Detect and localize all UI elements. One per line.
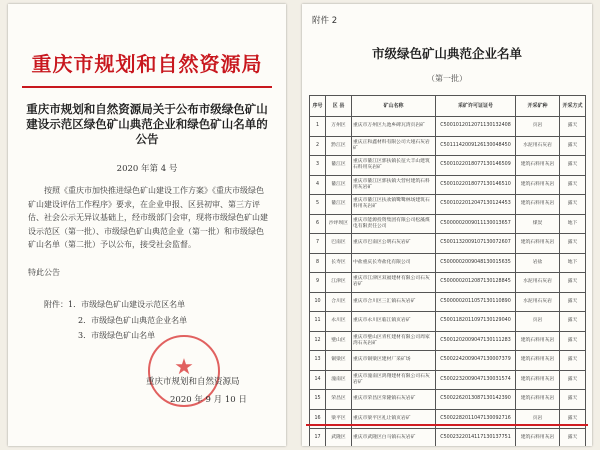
cell-mineral: 建筑石料用灰岩 — [516, 331, 560, 351]
col-header-license: 采矿许可证证号 — [436, 96, 516, 117]
cell-district: 綦江区 — [326, 156, 352, 176]
cell-no: 2 — [310, 136, 326, 156]
attachments-label: 附件： — [44, 300, 68, 309]
cell-name: 重庆市能源投资集团有限公司松藻煤电有限责任公司 — [352, 214, 436, 234]
cell-no: 11 — [310, 312, 326, 332]
cell-name: 重庆市巴南区公明石灰岩矿 — [352, 234, 436, 254]
table-row — [310, 429, 586, 447]
cell-name: 重庆市江津区双福建材有限公司石灰岩矿 — [352, 273, 436, 293]
table-row — [310, 409, 586, 429]
table-row — [310, 370, 586, 390]
table-row — [310, 351, 586, 371]
col-header-no: 序号 — [310, 96, 326, 117]
cell-name: 重庆市璧山区青杠建材有限公司周家湾石灰岩矿 — [352, 331, 436, 351]
cell-method: 露天 — [560, 409, 586, 429]
cell-method: 露天 — [560, 156, 586, 176]
attachment-item: 附件：1．市级绿色矿山建设示范区名单 — [44, 300, 186, 309]
issuer-header: 重庆市规划和自然资源局 — [31, 52, 263, 76]
cell-mineral: 建筑石料用灰岩 — [516, 390, 560, 410]
col-header-name: 矿山名称 — [352, 96, 436, 117]
attachments-list — [44, 297, 187, 344]
table-row — [310, 234, 586, 254]
cell-no: 3 — [310, 156, 326, 176]
cell-license: C5002242009047130007379 — [436, 351, 516, 371]
list-subtitle: （第一批） — [427, 74, 467, 83]
list-page — [302, 4, 592, 446]
cell-mineral: 页岩 — [516, 117, 560, 137]
cell-mineral: 建筑石料用灰岩 — [516, 370, 560, 390]
cell-name: 重庆市綦江区郭扶镇长征大丰山建筑石料用灰岩矿 — [352, 156, 436, 176]
cell-license: C5001022018077130146510 — [436, 175, 516, 195]
table-row — [310, 312, 586, 332]
cell-district: 荣昌区 — [326, 390, 352, 410]
cell-mineral: 岩盐 — [516, 253, 560, 273]
cell-name: 重庆市綦江区扶欢镇鹭鹭林场建筑石料用灰岩矿 — [352, 195, 436, 215]
cell-mineral: 页岩 — [516, 409, 560, 429]
doc-number: 2020 年第 4 号 — [116, 164, 178, 174]
cell-district: 璧山区 — [326, 331, 352, 351]
cell-no: 12 — [310, 331, 326, 351]
cell-district: 綦江区 — [326, 195, 352, 215]
cell-license: C5000002012087130128845 — [436, 273, 516, 293]
table-row — [310, 117, 586, 137]
table-header-row — [310, 96, 586, 117]
cell-no: 1 — [310, 117, 326, 137]
table-row — [310, 136, 586, 156]
cell-no: 16 — [310, 409, 326, 429]
header-red-rule — [22, 86, 272, 88]
cell-method: 露天 — [560, 234, 586, 254]
notice-closing: 特此公告 — [28, 268, 60, 277]
seal-star-icon: ★ — [174, 355, 194, 380]
cell-license: C5002232009047130031574 — [436, 370, 516, 390]
cell-mineral: 建筑石料用灰岩 — [516, 156, 560, 176]
cell-license: C5000002009048130015635 — [436, 253, 516, 273]
notice-title: 重庆市规划和自然资源局关于公布市级绿色矿山建设示范区绿色矿山典范企业和绿色矿山名单的公告 — [26, 102, 268, 146]
cell-method: 露天 — [560, 429, 586, 447]
cell-no: 4 — [310, 175, 326, 195]
cell-name: 重庆市綦江区郭扶镇大营村建筑石料用灰岩矿 — [352, 175, 436, 195]
col-header-district: 区 县 — [326, 96, 352, 117]
cell-district: 綦江区 — [326, 175, 352, 195]
cell-method: 地下 — [560, 253, 586, 273]
table-row — [310, 156, 586, 176]
cell-name: 重庆市荣昌区荣隆镇石灰岩矿 — [352, 390, 436, 410]
cell-mineral: 建筑石料用灰岩 — [516, 234, 560, 254]
cell-license: C5001182011097130129040 — [436, 312, 516, 332]
cell-name: 重庆市潼南区鸿翔建材有限公司石灰岩矿 — [352, 370, 436, 390]
cell-district: 潼南区 — [326, 370, 352, 390]
cell-license: C5001012012071130132408 — [436, 117, 516, 137]
notice-body: 按照《重庆市加快推进绿色矿山建设工作方案》《重庆市级绿色矿山建设评估工作程序》要求，在企业申报、区县初审、第三方评估、社会公示无异议基础上，经市级部门会审，现将市级绿色矿山建设示范区（第一批）、市级绿色矿山典范企业（第一批）和市级绿色矿山名单（第二批）予以公布，接受社会监督。 — [28, 186, 268, 249]
table-row — [310, 331, 586, 351]
cell-mineral: 水泥用石灰岩 — [516, 292, 560, 312]
attachment-label: 附件 2 — [312, 16, 338, 26]
cell-district: 梁平区 — [326, 409, 352, 429]
cell-method: 露天 — [560, 331, 586, 351]
table-row — [310, 253, 586, 273]
cell-name: 重庆市万州区九池乡碑瓦湾页岩矿 — [352, 117, 436, 137]
cell-method: 露天 — [560, 312, 586, 332]
cell-district: 黔江区 — [326, 136, 352, 156]
cell-no: 10 — [310, 292, 326, 312]
list-title: 市级绿色矿山典范企业名单 — [371, 46, 522, 61]
cell-name: 重庆市永川区临江镇页岩矿 — [352, 312, 436, 332]
cell-method: 露天 — [560, 175, 586, 195]
cell-name: 重庆正和鑫材料有限公司大垭石灰岩矿 — [352, 136, 436, 156]
cell-license: C5002282011047130092716 — [436, 409, 516, 429]
table-row — [310, 214, 586, 234]
cell-method: 露天 — [560, 351, 586, 371]
mine-list-table — [309, 95, 586, 446]
cell-no: 9 — [310, 273, 326, 293]
cell-license: C5000002011057130110890 — [436, 292, 516, 312]
cell-no: 7 — [310, 234, 326, 254]
cell-license: C5002262013087130142390 — [436, 390, 516, 410]
table-row — [310, 195, 586, 215]
cell-name: 重庆市铜梁区建材厂采矿场 — [352, 351, 436, 371]
table-row — [310, 273, 586, 293]
cell-district: 永川区 — [326, 312, 352, 332]
attachment-item: 2．市级绿色矿山典范企业名单 — [78, 315, 188, 325]
cell-district: 江津区 — [326, 273, 352, 293]
cell-district: 合川区 — [326, 292, 352, 312]
cell-mineral: 页岩 — [516, 312, 560, 332]
cell-mineral: 水泥用石灰岩 — [516, 136, 560, 156]
cell-no: 15 — [310, 390, 326, 410]
cell-method: 露天 — [560, 117, 586, 137]
cell-license: C5011142009126130048450 — [436, 136, 516, 156]
cell-license: C5001132009107130072607 — [436, 234, 516, 254]
table-row — [310, 175, 586, 195]
cell-mineral: 煤炭 — [516, 214, 560, 234]
cell-mineral: 建筑石料用灰岩 — [516, 175, 560, 195]
cell-license: C5002322014117130137751 — [436, 429, 516, 447]
cell-name: 重庆市梁平区礼让镇页岩矿 — [352, 409, 436, 429]
col-header-method: 开采方式 — [560, 96, 586, 117]
cell-district: 武隆区 — [326, 429, 352, 447]
cell-license: C5001022018077130146509 — [436, 156, 516, 176]
cell-no: 5 — [310, 195, 326, 215]
col-header-mineral: 开采矿种 — [516, 96, 560, 117]
attachment-item: 3．市级绿色矿山名单 — [78, 331, 156, 340]
cell-district: 长寿区 — [326, 253, 352, 273]
cell-method: 露天 — [560, 273, 586, 293]
cell-mineral: 水泥用石灰岩 — [516, 273, 560, 293]
cell-license: C5000002009011130013657 — [436, 214, 516, 234]
cell-no: 14 — [310, 370, 326, 390]
cell-district: 铜梁区 — [326, 351, 352, 371]
table-row — [310, 292, 586, 312]
cell-method: 露天 — [560, 195, 586, 215]
table-row — [310, 390, 586, 410]
cell-no: 8 — [310, 253, 326, 273]
cell-no: 6 — [310, 214, 326, 234]
cell-no: 17 — [310, 429, 326, 447]
cell-method: 露天 — [560, 370, 586, 390]
notice-page — [8, 4, 286, 446]
cell-name: 中盐重庆长寿盐化有限公司 — [352, 253, 436, 273]
cell-mineral: 建筑石料用灰岩 — [516, 429, 560, 447]
cell-method: 露天 — [560, 292, 586, 312]
cell-mineral: 建筑石料用灰岩 — [516, 351, 560, 371]
cell-district: 沙坪坝区 — [326, 214, 352, 234]
cell-name: 重庆市武隆区白马镇石灰岩矿 — [352, 429, 436, 447]
cell-license: C5001022012047130124453 — [436, 195, 516, 215]
signer: 重庆市规划和自然资源局 — [146, 377, 240, 387]
cell-no: 13 — [310, 351, 326, 371]
cell-method: 露天 — [560, 390, 586, 410]
red-underline-mark — [306, 424, 588, 426]
cell-method: 地下 — [560, 214, 586, 234]
cell-method: 露天 — [560, 136, 586, 156]
cell-mineral: 建筑石料用灰岩 — [516, 195, 560, 215]
cell-district: 万州区 — [326, 117, 352, 137]
cell-name: 重庆市合川区三汇镇石灰岩矿 — [352, 292, 436, 312]
cell-district: 巴南区 — [326, 234, 352, 254]
cell-license: C5001202009047130111283 — [436, 331, 516, 351]
issue-date: 2020 年 9 月 10 日 — [170, 395, 247, 405]
